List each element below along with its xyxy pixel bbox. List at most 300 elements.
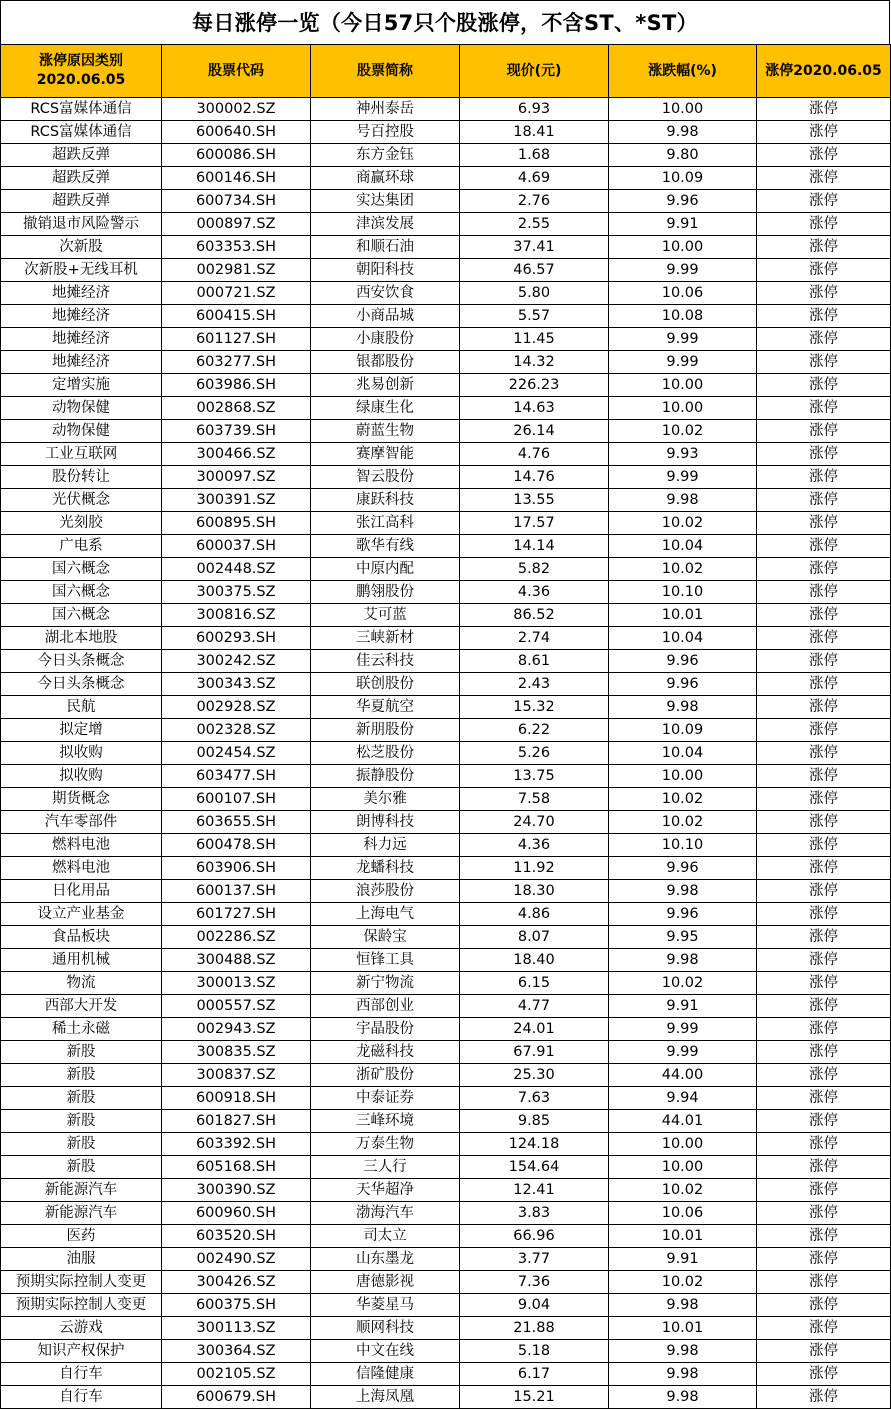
table-row [1, 558, 891, 581]
reason-cell: RCS富媒体通信 [1, 98, 162, 121]
change-cell: 9.91 [609, 213, 757, 236]
reason-cell: 国六概念 [1, 581, 162, 604]
code-cell: 002328.SZ [162, 719, 311, 742]
status-cell: 涨停 [757, 535, 891, 558]
header-name: 股票简称 [311, 45, 460, 98]
price-cell: 18.40 [460, 949, 609, 972]
price-cell: 18.30 [460, 880, 609, 903]
reason-cell: 新股 [1, 1110, 162, 1133]
reason-cell: 预期实际控制人变更 [1, 1294, 162, 1317]
code-cell: 603655.SH [162, 811, 311, 834]
change-cell: 10.04 [609, 535, 757, 558]
status-cell: 涨停 [757, 834, 891, 857]
change-cell: 10.00 [609, 98, 757, 121]
header-reason-label: 涨停原因类别 [39, 53, 123, 69]
code-cell: 600640.SH [162, 121, 311, 144]
price-cell: 4.36 [460, 581, 609, 604]
name-cell: 恒锋工具 [311, 949, 460, 972]
table-row [1, 903, 891, 926]
change-cell: 10.02 [609, 512, 757, 535]
reason-cell: 次新股+无线耳机 [1, 259, 162, 282]
table-row [1, 880, 891, 903]
status-cell: 涨停 [757, 144, 891, 167]
name-cell: 联创股份 [311, 673, 460, 696]
status-cell: 涨停 [757, 627, 891, 650]
change-cell: 10.02 [609, 1271, 757, 1294]
name-cell: 绿康生化 [311, 397, 460, 420]
change-cell: 9.98 [609, 1340, 757, 1363]
change-cell: 44.01 [609, 1110, 757, 1133]
status-cell: 涨停 [757, 604, 891, 627]
table-row [1, 742, 891, 765]
table-row [1, 190, 891, 213]
reason-cell: 新股 [1, 1041, 162, 1064]
reason-cell: 自行车 [1, 1363, 162, 1386]
reason-cell: 今日头条概念 [1, 673, 162, 696]
name-cell: 信隆健康 [311, 1363, 460, 1386]
name-cell: 司太立 [311, 1225, 460, 1248]
status-cell: 涨停 [757, 811, 891, 834]
header-reason [1, 45, 162, 98]
reason-cell: 股份转让 [1, 466, 162, 489]
price-cell: 18.41 [460, 121, 609, 144]
table-row [1, 374, 891, 397]
code-cell: 603353.SH [162, 236, 311, 259]
status-cell: 涨停 [757, 742, 891, 765]
table-row [1, 1018, 891, 1041]
code-cell: 600478.SH [162, 834, 311, 857]
code-cell: 002454.SZ [162, 742, 311, 765]
table-row [1, 121, 891, 144]
change-cell: 9.99 [609, 259, 757, 282]
reason-cell: 稀土永磁 [1, 1018, 162, 1041]
status-cell: 涨停 [757, 236, 891, 259]
status-cell: 涨停 [757, 880, 891, 903]
code-cell: 600895.SH [162, 512, 311, 535]
name-cell: 西安饮食 [311, 282, 460, 305]
price-cell: 4.77 [460, 995, 609, 1018]
reason-cell: 定增实施 [1, 374, 162, 397]
change-cell: 9.96 [609, 673, 757, 696]
status-cell: 涨停 [757, 719, 891, 742]
name-cell: 艾可蓝 [311, 604, 460, 627]
table-row [1, 1386, 891, 1409]
reason-cell: 地摊经济 [1, 305, 162, 328]
code-cell: 603739.SH [162, 420, 311, 443]
price-cell: 37.41 [460, 236, 609, 259]
table-row [1, 811, 891, 834]
header-reason-date: 2020.06.05 [36, 72, 126, 88]
price-cell: 124.18 [460, 1133, 609, 1156]
table-row [1, 1133, 891, 1156]
change-cell: 10.02 [609, 1179, 757, 1202]
status-cell: 涨停 [757, 213, 891, 236]
price-cell: 86.52 [460, 604, 609, 627]
table-row [1, 1041, 891, 1064]
code-cell: 300375.SZ [162, 581, 311, 604]
status-cell: 涨停 [757, 673, 891, 696]
status-cell: 涨停 [757, 1317, 891, 1340]
name-cell: 山东墨龙 [311, 1248, 460, 1271]
code-cell: 300837.SZ [162, 1064, 311, 1087]
price-cell: 7.36 [460, 1271, 609, 1294]
status-cell: 涨停 [757, 650, 891, 673]
price-cell: 13.75 [460, 765, 609, 788]
name-cell: 康跃科技 [311, 489, 460, 512]
name-cell: 新宁物流 [311, 972, 460, 995]
price-cell: 1.68 [460, 144, 609, 167]
change-cell: 10.02 [609, 811, 757, 834]
change-cell: 10.08 [609, 305, 757, 328]
price-cell: 4.36 [460, 834, 609, 857]
change-cell: 9.96 [609, 857, 757, 880]
reason-cell: 通用机械 [1, 949, 162, 972]
price-cell: 6.22 [460, 719, 609, 742]
status-cell: 涨停 [757, 282, 891, 305]
table-row [1, 788, 891, 811]
code-cell: 002868.SZ [162, 397, 311, 420]
price-cell: 15.32 [460, 696, 609, 719]
code-cell: 603520.SH [162, 1225, 311, 1248]
table-row [1, 765, 891, 788]
table-row [1, 489, 891, 512]
name-cell: 西部创业 [311, 995, 460, 1018]
status-cell: 涨停 [757, 1179, 891, 1202]
name-cell: 宇晶股份 [311, 1018, 460, 1041]
table-row [1, 282, 891, 305]
table-row [1, 604, 891, 627]
status-cell: 涨停 [757, 351, 891, 374]
change-cell: 9.91 [609, 995, 757, 1018]
status-cell: 涨停 [757, 489, 891, 512]
change-cell: 10.06 [609, 1202, 757, 1225]
status-cell: 涨停 [757, 1156, 891, 1179]
status-cell: 涨停 [757, 1202, 891, 1225]
table-row [1, 1248, 891, 1271]
name-cell: 华夏航空 [311, 696, 460, 719]
price-cell: 12.41 [460, 1179, 609, 1202]
status-cell: 涨停 [757, 374, 891, 397]
table-row [1, 719, 891, 742]
reason-cell: 食品板块 [1, 926, 162, 949]
price-cell: 11.45 [460, 328, 609, 351]
price-cell: 5.18 [460, 1340, 609, 1363]
change-cell: 10.04 [609, 627, 757, 650]
change-cell: 9.98 [609, 489, 757, 512]
change-cell: 10.00 [609, 397, 757, 420]
reason-cell: 拟收购 [1, 742, 162, 765]
name-cell: 上海电气 [311, 903, 460, 926]
name-cell: 美尔雅 [311, 788, 460, 811]
price-cell: 14.14 [460, 535, 609, 558]
name-cell: 顺网科技 [311, 1317, 460, 1340]
reason-cell: 自行车 [1, 1386, 162, 1409]
reason-cell: 医药 [1, 1225, 162, 1248]
status-cell: 涨停 [757, 305, 891, 328]
change-cell: 9.99 [609, 351, 757, 374]
reason-cell: 地摊经济 [1, 351, 162, 374]
name-cell: 龙磁科技 [311, 1041, 460, 1064]
price-cell: 9.04 [460, 1294, 609, 1317]
status-cell: 涨停 [757, 1110, 891, 1133]
code-cell: 300391.SZ [162, 489, 311, 512]
table-row [1, 696, 891, 719]
price-cell: 6.17 [460, 1363, 609, 1386]
change-cell: 9.96 [609, 650, 757, 673]
status-cell: 涨停 [757, 581, 891, 604]
code-cell: 600679.SH [162, 1386, 311, 1409]
table-row [1, 420, 891, 443]
code-cell: 600918.SH [162, 1087, 311, 1110]
name-cell: 小康股份 [311, 328, 460, 351]
table-row [1, 1340, 891, 1363]
change-cell: 10.02 [609, 972, 757, 995]
reason-cell: 日化用品 [1, 880, 162, 903]
price-cell: 5.82 [460, 558, 609, 581]
table-row [1, 535, 891, 558]
table-row [1, 581, 891, 604]
reason-cell: 光刻胶 [1, 512, 162, 535]
status-cell: 涨停 [757, 121, 891, 144]
price-cell: 25.30 [460, 1064, 609, 1087]
name-cell: 银都股份 [311, 351, 460, 374]
status-cell: 涨停 [757, 696, 891, 719]
name-cell: 神州泰岳 [311, 98, 460, 121]
status-cell: 涨停 [757, 788, 891, 811]
table-row [1, 949, 891, 972]
code-cell: 603277.SH [162, 351, 311, 374]
table-row [1, 466, 891, 489]
change-cell: 10.00 [609, 1133, 757, 1156]
reason-cell: 燃料电池 [1, 857, 162, 880]
price-cell: 26.14 [460, 420, 609, 443]
reason-cell: 超跌反弹 [1, 167, 162, 190]
code-cell: 600107.SH [162, 788, 311, 811]
name-cell: 朗博科技 [311, 811, 460, 834]
code-cell: 300364.SZ [162, 1340, 311, 1363]
status-cell: 涨停 [757, 259, 891, 282]
table-row [1, 1363, 891, 1386]
code-cell: 601827.SH [162, 1110, 311, 1133]
code-cell: 600037.SH [162, 535, 311, 558]
name-cell: 三人行 [311, 1156, 460, 1179]
reason-cell: 光伏概念 [1, 489, 162, 512]
price-cell: 13.55 [460, 489, 609, 512]
status-cell: 涨停 [757, 903, 891, 926]
status-cell: 涨停 [757, 1064, 891, 1087]
table-row [1, 995, 891, 1018]
code-cell: 603477.SH [162, 765, 311, 788]
price-cell: 2.55 [460, 213, 609, 236]
status-cell: 涨停 [757, 949, 891, 972]
price-cell: 9.85 [460, 1110, 609, 1133]
name-cell: 唐德影视 [311, 1271, 460, 1294]
table-row [1, 1225, 891, 1248]
price-cell: 7.58 [460, 788, 609, 811]
status-cell: 涨停 [757, 397, 891, 420]
header-change: 涨跌幅(%) [609, 45, 757, 98]
change-cell: 10.01 [609, 1317, 757, 1340]
reason-cell: 工业互联网 [1, 443, 162, 466]
name-cell: 小商品城 [311, 305, 460, 328]
reason-cell: 今日头条概念 [1, 650, 162, 673]
reason-cell: 超跌反弹 [1, 190, 162, 213]
change-cell: 9.98 [609, 949, 757, 972]
code-cell: 002448.SZ [162, 558, 311, 581]
status-cell: 涨停 [757, 1018, 891, 1041]
reason-cell: 物流 [1, 972, 162, 995]
name-cell: 中泰证券 [311, 1087, 460, 1110]
status-cell: 涨停 [757, 466, 891, 489]
code-cell: 600146.SH [162, 167, 311, 190]
change-cell: 10.01 [609, 604, 757, 627]
price-cell: 226.23 [460, 374, 609, 397]
price-cell: 5.57 [460, 305, 609, 328]
price-cell: 14.63 [460, 397, 609, 420]
status-cell: 涨停 [757, 1225, 891, 1248]
name-cell: 佳云科技 [311, 650, 460, 673]
code-cell: 300343.SZ [162, 673, 311, 696]
table-row [1, 1110, 891, 1133]
name-cell: 万泰生物 [311, 1133, 460, 1156]
status-cell: 涨停 [757, 1041, 891, 1064]
price-cell: 24.01 [460, 1018, 609, 1041]
code-cell: 300097.SZ [162, 466, 311, 489]
table-row [1, 1064, 891, 1087]
name-cell: 智云股份 [311, 466, 460, 489]
code-cell: 600375.SH [162, 1294, 311, 1317]
table-row [1, 673, 891, 696]
code-cell: 000557.SZ [162, 995, 311, 1018]
table-row [1, 1087, 891, 1110]
table-row [1, 259, 891, 282]
status-cell: 涨停 [757, 765, 891, 788]
name-cell: 歌华有线 [311, 535, 460, 558]
reason-cell: 广电系 [1, 535, 162, 558]
code-cell: 000721.SZ [162, 282, 311, 305]
change-cell: 10.01 [609, 1225, 757, 1248]
change-cell: 9.99 [609, 1041, 757, 1064]
name-cell: 津滨发展 [311, 213, 460, 236]
change-cell: 9.93 [609, 443, 757, 466]
code-cell: 603986.SH [162, 374, 311, 397]
change-cell: 10.02 [609, 420, 757, 443]
reason-cell: 拟定增 [1, 719, 162, 742]
price-cell: 8.07 [460, 926, 609, 949]
sheet-title: 每日涨停一览（今日57只个股涨停，不含ST、*ST） [0, 0, 890, 44]
code-cell: 601127.SH [162, 328, 311, 351]
price-cell: 15.21 [460, 1386, 609, 1409]
change-cell: 9.91 [609, 1248, 757, 1271]
status-cell: 涨停 [757, 1294, 891, 1317]
status-cell: 涨停 [757, 1363, 891, 1386]
code-cell: 600293.SH [162, 627, 311, 650]
reason-cell: 超跌反弹 [1, 144, 162, 167]
status-cell: 涨停 [757, 1386, 891, 1409]
name-cell: 松芝股份 [311, 742, 460, 765]
price-cell: 3.77 [460, 1248, 609, 1271]
change-cell: 10.10 [609, 581, 757, 604]
change-cell: 10.06 [609, 282, 757, 305]
name-cell: 蔚蓝生物 [311, 420, 460, 443]
change-cell: 9.99 [609, 466, 757, 489]
name-cell: 东方金钰 [311, 144, 460, 167]
reason-cell: 新能源汽车 [1, 1179, 162, 1202]
code-cell: 002105.SZ [162, 1363, 311, 1386]
change-cell: 10.00 [609, 374, 757, 397]
status-cell: 涨停 [757, 857, 891, 880]
change-cell: 10.09 [609, 719, 757, 742]
name-cell: 赛摩智能 [311, 443, 460, 466]
reason-cell: 撤销退市风险警示 [1, 213, 162, 236]
code-cell: 002490.SZ [162, 1248, 311, 1271]
code-cell: 002928.SZ [162, 696, 311, 719]
change-cell: 10.00 [609, 1156, 757, 1179]
status-cell: 涨停 [757, 443, 891, 466]
table-row [1, 1271, 891, 1294]
table-row [1, 236, 891, 259]
reason-cell: 国六概念 [1, 604, 162, 627]
code-cell: 300466.SZ [162, 443, 311, 466]
change-cell: 10.09 [609, 167, 757, 190]
reason-cell: 设立产业基金 [1, 903, 162, 926]
name-cell: 振静股份 [311, 765, 460, 788]
code-cell: 300426.SZ [162, 1271, 311, 1294]
price-cell: 24.70 [460, 811, 609, 834]
code-cell: 300013.SZ [162, 972, 311, 995]
status-cell: 涨停 [757, 1133, 891, 1156]
reason-cell: 油服 [1, 1248, 162, 1271]
price-cell: 8.61 [460, 650, 609, 673]
code-cell: 300002.SZ [162, 98, 311, 121]
price-cell: 4.76 [460, 443, 609, 466]
reason-cell: 云游戏 [1, 1317, 162, 1340]
table-row [1, 834, 891, 857]
table-row [1, 857, 891, 880]
reason-cell: 地摊经济 [1, 328, 162, 351]
header-code: 股票代码 [162, 45, 311, 98]
price-cell: 21.88 [460, 1317, 609, 1340]
change-cell: 9.94 [609, 1087, 757, 1110]
limit-up-table [0, 44, 891, 1409]
status-cell: 涨停 [757, 420, 891, 443]
code-cell: 603906.SH [162, 857, 311, 880]
name-cell: 渤海汽车 [311, 1202, 460, 1225]
code-cell: 300113.SZ [162, 1317, 311, 1340]
reason-cell: 地摊经济 [1, 282, 162, 305]
status-cell: 涨停 [757, 995, 891, 1018]
change-cell: 10.02 [609, 558, 757, 581]
price-cell: 4.86 [460, 903, 609, 926]
status-cell: 涨停 [757, 190, 891, 213]
table-row [1, 443, 891, 466]
price-cell: 2.43 [460, 673, 609, 696]
reason-cell: 湖北本地股 [1, 627, 162, 650]
name-cell: 保龄宝 [311, 926, 460, 949]
code-cell: 300390.SZ [162, 1179, 311, 1202]
code-cell: 600960.SH [162, 1202, 311, 1225]
reason-cell: 预期实际控制人变更 [1, 1271, 162, 1294]
change-cell: 9.80 [609, 144, 757, 167]
change-cell: 10.00 [609, 236, 757, 259]
status-cell: 涨停 [757, 1087, 891, 1110]
price-cell: 7.63 [460, 1087, 609, 1110]
name-cell: 三峰环境 [311, 1110, 460, 1133]
header-price: 现价(元) [460, 45, 609, 98]
name-cell: 科力远 [311, 834, 460, 857]
code-cell: 300242.SZ [162, 650, 311, 673]
table-row [1, 1202, 891, 1225]
